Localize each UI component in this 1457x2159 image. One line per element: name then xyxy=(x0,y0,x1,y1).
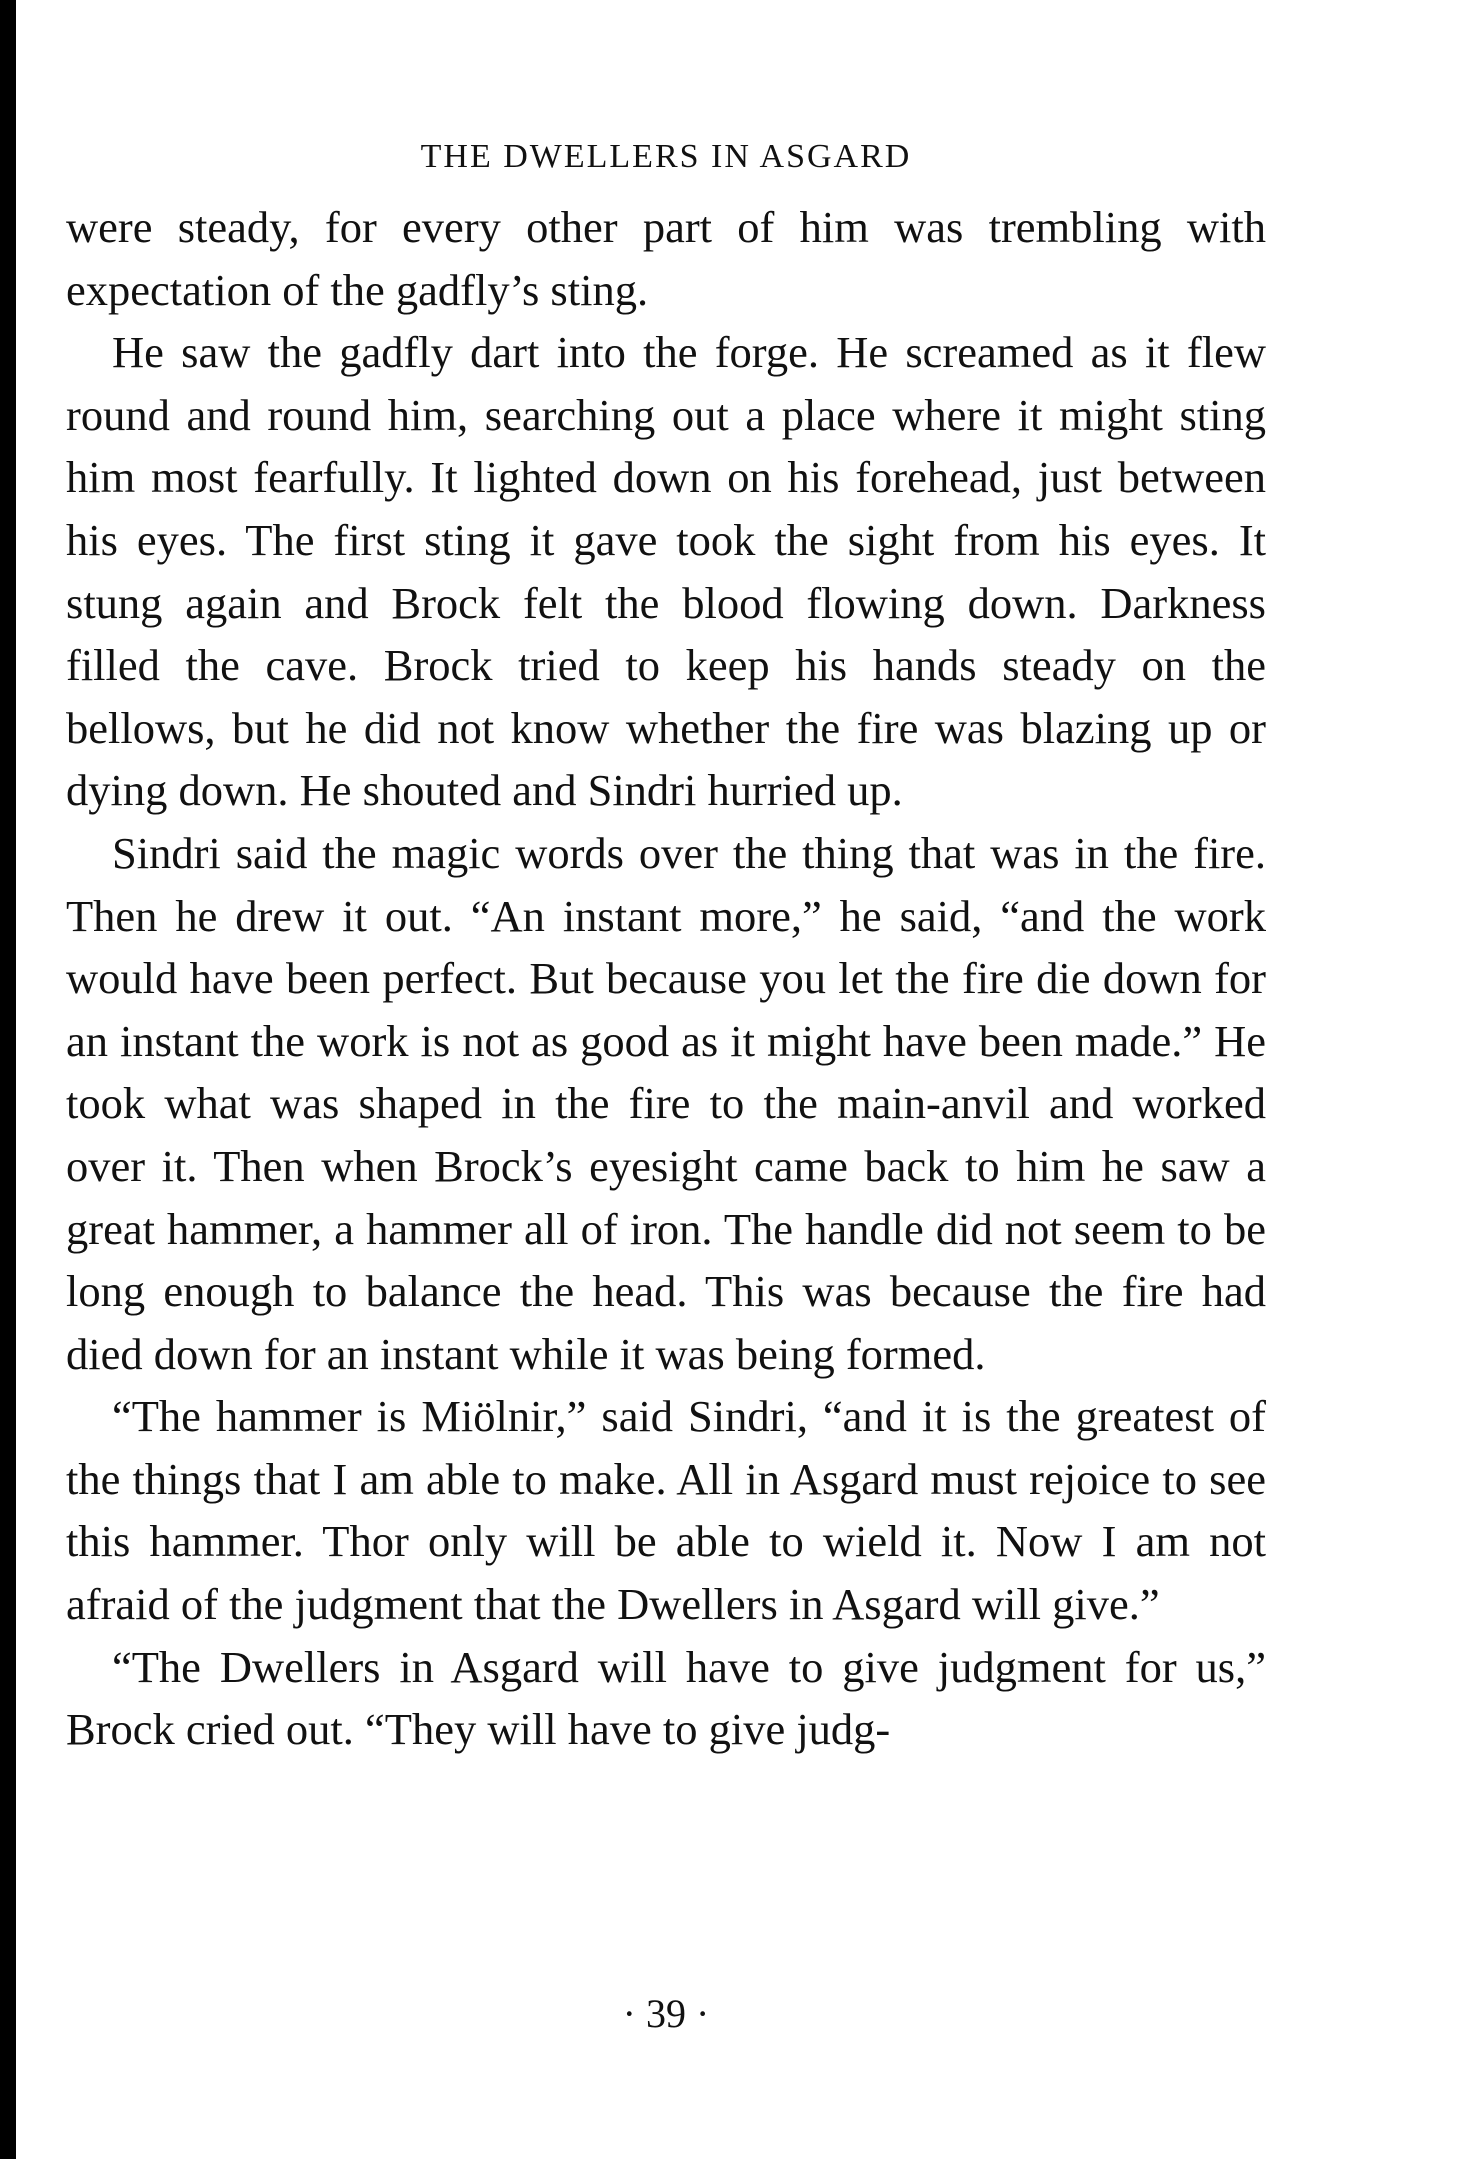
paragraph: were steady, for every other part of him was trembling with expectation of the gadfly’s sting. xyxy=(66,202,1266,315)
running-head: THE DWELLERS IN ASGARD xyxy=(420,138,912,175)
paragraph: “The hammer is Miölnir,” said Sindri, “and it is the greatest of the things that I am able to make. All in Asgard must rejoice to see this hammer. Thor only will be able to wield it. Now I am not afraid of the judgment that the Dwellers in Asgard will give.” xyxy=(66,1391,1266,1630)
book-page xyxy=(66,0,1266,2159)
page-number: · 39 · xyxy=(622,1991,710,2036)
page-edge-shadow xyxy=(0,0,16,2159)
body-text xyxy=(66,196,1266,1761)
paragraph: “The Dwellers in Asgard will have to give judgment for us,” Brock cried out. “They will have to give judg- xyxy=(66,1641,1266,1755)
paragraph: Sindri said the magic words over the thing that was in the fire. Then he drew it out. “An instant more,” he said, “and the work would have been perfect. But because you let the fire die down for an instant the work is not as good as it might have been made.” He took what was shaped in the fire to the main-anvil and worked over it. Then when Brock’s eyesight came back to him he saw a great hammer, a hammer all of iron. The handle did not seem to be long enough to balance the head. This was because the fire had died down for an instant while it was being formed. xyxy=(66,827,1266,1379)
paragraph: He saw the gadfly dart into the forge. He screamed as it flew round and round him, searching out a place where it might sting him most fearfully. It lighted down on his forehead, just between his eyes. The first sting it gave took the sight from his eyes. It stung again and Brock felt the blood flowing down. Darkness filled the cave. Brock tried to keep his hands steady on the bellows, but he did not know whether the fire was blazing up or dying down. He shouted and Sindri hurried up. xyxy=(66,327,1266,816)
